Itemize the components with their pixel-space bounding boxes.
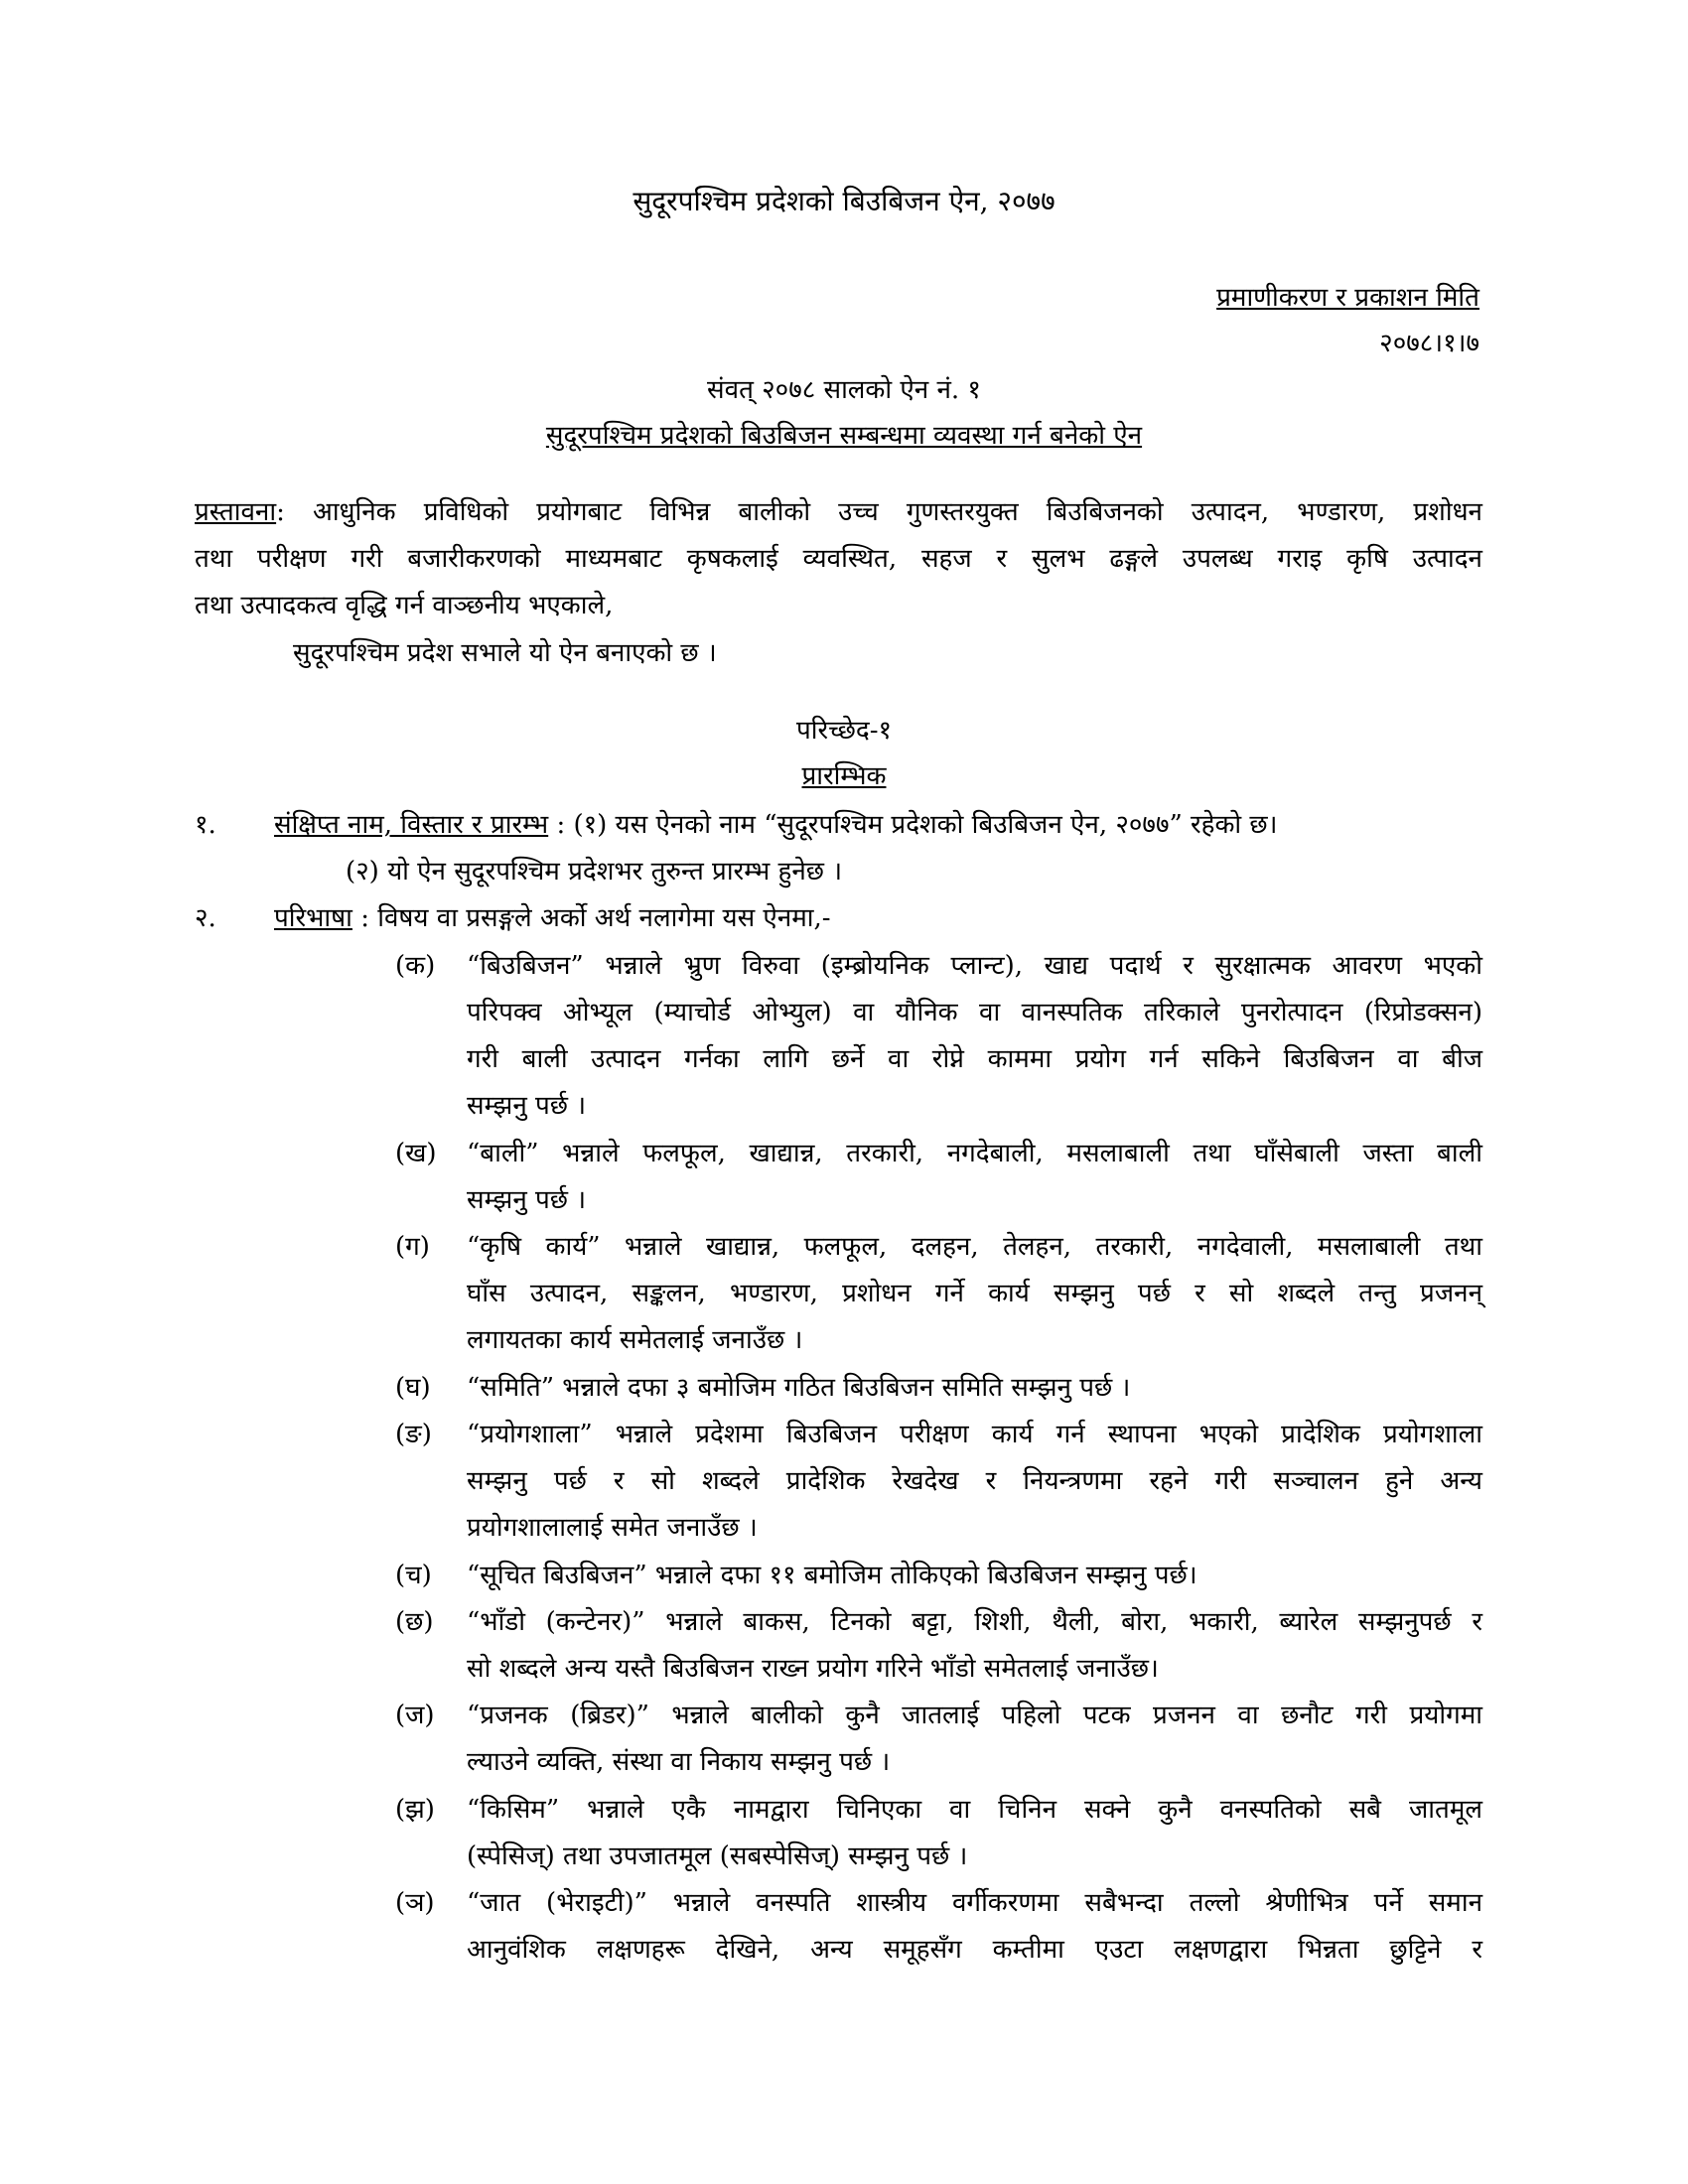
preamble-line-1 [195,494,1482,530]
definition-line: “प्रयोगशाला” भन्नाले प्रदेशमा बिउबिजन परीक्षण कार्य गर्न स्थापना भएको प्रादेशिक प्रयोगशाला [467,1420,1482,1449]
definition-ka-label: (क) [395,951,436,981]
definition-nya-label: (ञ) [395,1888,435,1918]
definition-nga-label: (ङ) [395,1420,432,1449]
chapter-title: प्रारम्भिक [801,761,887,791]
definition-line: लगायतका कार्य समेतलाई जनाउँछ । [467,1325,803,1355]
definition-line: आनुवंशिक लक्षणहरू देखिने, अन्य समूहसँग कम्तीमा एउटा लक्षणद्वारा भिन्नता छुट्टिने र [467,1935,1482,1965]
definition-line: “बिउबिजन” भन्नाले भ्रुण विरुवा (इम्ब्रोयनिक प्लान्ट), खाद्य पदार्थ र सुरक्षात्मक आवरण भएको [467,951,1482,981]
definition-kha-label: (ख) [395,1139,437,1168]
definition-line: सम्झनु पर्छ । [467,1185,587,1215]
definition-ka [467,948,1482,1135]
definition-cha-label: (च) [395,1561,432,1590]
preamble-line-3: तथा उत्पादकत्व वृद्धि गर्न वाञ्छनीय भएकाले, [195,591,614,620]
definition-line: प्रयोगशालालाई समेत जनाउँछ । [467,1513,758,1543]
authentication-label: प्रमाणीकरण र प्रकाशन मिति [1216,283,1479,313]
act-number: संवत् २०७८ सालको ऐन नं. १ [707,375,981,405]
definition-chha [467,1604,1482,1698]
section-2-text: : विषय वा प्रसङ्गले अर्को अर्थ नलागेमा यस ऐनमा,- [360,903,831,933]
definition-ja-label: (ज) [395,1701,435,1730]
definition-ga [467,1229,1482,1369]
definition-line: (स्पेसिज्) तथा उपजातमूल (सबस्पेसिज्) सम्झनु पर्छ । [467,1842,968,1871]
definition-jha-label: (झ) [395,1795,435,1825]
definition-gha [467,1370,1482,1417]
definition-line: “भाँडो (कन्टेनर)” भन्नाले बाकस, टिनको बट्टा, शिशी, थैली, बोरा, भकारी, ब्यारेल सम्झनुपर्छ र [467,1607,1482,1637]
definition-line: “जात (भेराइटी)” भन्नाले वनस्पति शास्त्रीय वर्गीकरणमा सबैभन्दा तल्लो श्रेणीभित्र पर्ने समान [467,1888,1482,1918]
definition-ga-label: (ग) [395,1232,430,1262]
definition-line: “बाली” भन्नाले फलफूल, खाद्यान्न, तरकारी, नगदेबाली, मसलाबाली तथा घाँसेबाली जस्ता बाली [467,1139,1482,1168]
authentication-date: २०७८।१।७ [1379,329,1479,358]
definition-line: ल्याउने व्यक्ति, संस्था वा निकाय सम्झनु पर्छ । [467,1747,891,1777]
definition-line: “किसिम” भन्नाले एकै नामद्वारा चिनिएका वा चिनिन सक्ने कुनै वनस्पतिको सबै जातमूल [467,1795,1482,1825]
enactment-clause: सुदूरपश्चिम प्रदेश सभाले यो ऐन बनाएको छ । [293,638,717,668]
definition-line: गरी बाली उत्पादन गर्नका लागि छर्ने वा रोप्ने काममा प्रयोग गर्न सकिने बिउबिजन वा बीज [467,1044,1482,1074]
section-2-line [274,900,831,936]
preamble-line-2: तथा परीक्षण गरी बजारीकरणको माध्यमबाट कृषकलाई व्यवस्थित, सहज र सुलभ ढङ्गले उपलब्ध गराइ कृषि उत्पादन [195,544,1482,574]
definition-line: सो शब्दले अन्य यस्तै बिउबिजन राख्न प्रयोग गरिने भाँडो समेतलाई जनाउँछ। [467,1654,1159,1684]
section-1-heading: संक्षिप्त नाम, विस्तार र प्रारम्भ [274,810,549,840]
definition-line: “समिति” भन्नाले दफा ३ बमोजिम गठित बिउबिजन समिति सम्झनु पर्छ । [467,1373,1131,1403]
definition-line: “सूचित बिउबिजन” भन्नाले दफा ११ बमोजिम तोकिएको बिउबिजन सम्झनु पर्छ। [467,1561,1197,1590]
section-1-number: १. [195,810,216,840]
definition-gha-label: (घ) [395,1373,431,1403]
definition-line: सम्झनु पर्छ र सो शब्दले प्रादेशिक रेखदेख र नियन्त्रणमा रहने गरी सञ्चालन हुने अन्य [467,1466,1482,1496]
section-2-heading: परिभाषा [274,903,352,933]
definition-kha [467,1136,1482,1229]
definition-line: घाँस उत्पादन, सङ्कलन, भण्डारण, प्रशोधन गर्ने कार्य सम्झनु पर्छ र सो शब्दले तन्तु प्रजनन् [467,1279,1482,1308]
definition-nga [467,1417,1482,1557]
preamble-label: प्रस्तावना [195,497,277,527]
act-subtitle: सुदूरपश्चिम प्रदेशको बिउबिजन सम्बन्धमा व्यवस्था गर्न बनेको ऐन [545,421,1143,451]
definition-line: सम्झनु पर्छ । [467,1091,587,1121]
preamble-text-1: : आधुनिक प्रविधिको प्रयोगबाट विभिन्न बालीको उच्च गुणस्तरयुक्त बिउबिजनको उत्पादन, भण्डारण, प्रशोधन [276,497,1482,527]
section-1-text: : (१) यस ऐनको नाम “सुदूरपश्चिम प्रदेशको बिउबिजन ऐन, २०७७” रहेको छ। [556,810,1278,840]
section-1-subsection-2: (२) यो ऐन सुदूरपश्चिम प्रदेशभर तुरुन्त प्रारम्भ हुनेछ । [346,857,843,887]
section-2-number: २. [195,903,216,933]
chapter-number: परिच्छेद-१ [795,716,893,746]
definition-jha [467,1792,1482,1885]
document-title: सुदूरपश्चिम प्रदेशको बिउबिजन ऐन, २०७७ [633,185,1055,217]
definition-line: “प्रजनक (ब्रिडर)” भन्नाले बालीको कुनै जातलाई पहिलो पटक प्रजनन वा छनौट गरी प्रयोगमा [467,1701,1482,1730]
definition-cha [467,1558,1482,1604]
section-1-line [274,807,1278,843]
definition-line: “कृषि कार्य” भन्नाले खाद्यान्न, फलफूल, दलहन, तेलहन, तरकारी, नगदेवाली, मसलाबाली तथा [467,1232,1482,1262]
definition-line: परिपक्व ओभ्यूल (म्याचोर्ड ओभ्युल) वा यौनिक वा वानस्पतिक तरिकाले पुनरोत्पादन (रिप्रोडक्सन) [467,998,1482,1027]
definition-ja [467,1698,1482,1791]
definition-chha-label: (छ) [395,1607,434,1637]
definition-nya [467,1885,1482,1979]
